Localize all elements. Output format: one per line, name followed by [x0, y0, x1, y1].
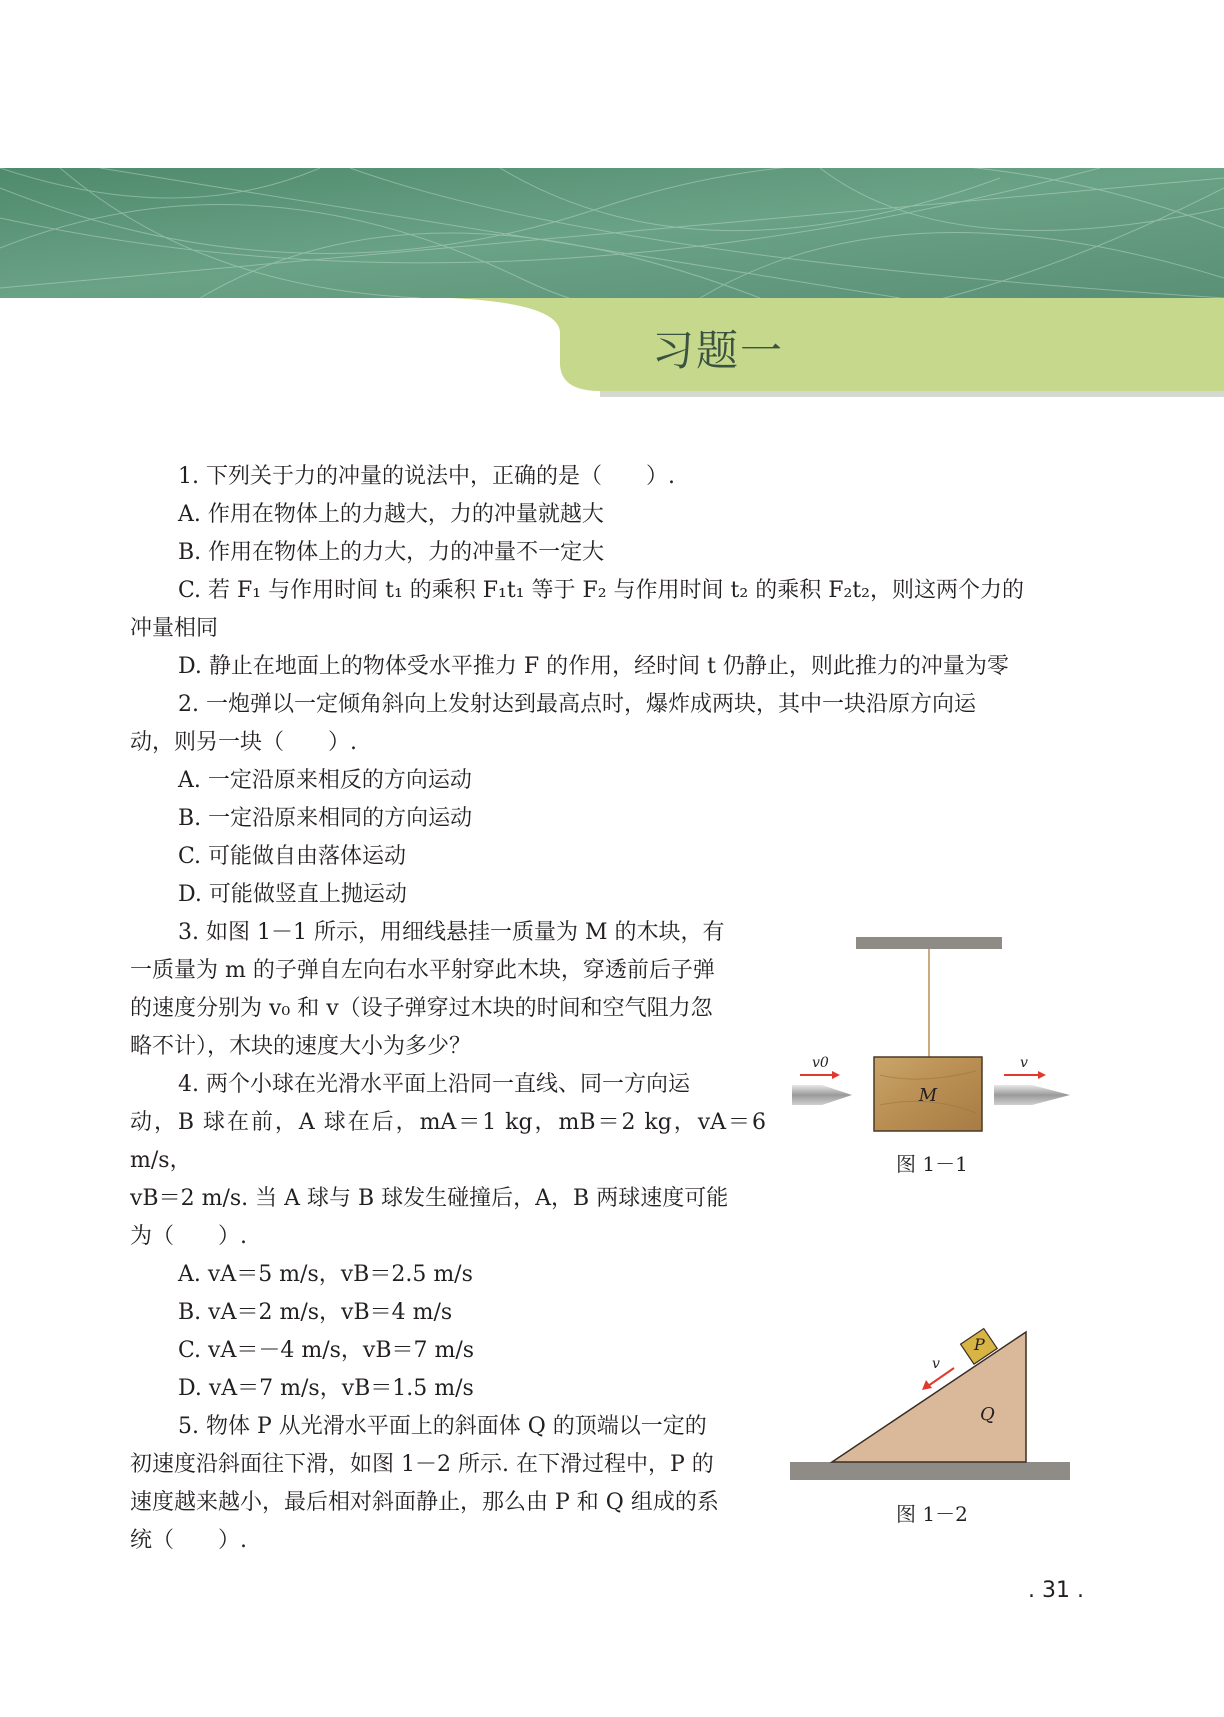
label-Q: Q: [980, 1404, 995, 1425]
q5-line4: 统（ ）.: [130, 1528, 247, 1553]
q1-option-d: D. 静止在地面上的物体受水平推力 F 的作用，经时间 t 仍静止，则此推力的冲量为零: [178, 654, 1009, 679]
figure-1-2-caption: 图 1－2: [896, 1502, 968, 1526]
q3-line2: 一质量为 m 的子弹自左向右水平射穿此木块，穿透前后子弹: [130, 958, 715, 983]
q2-stem-line1: 2. 一炮弹以一定倾角斜向上发射达到最高点时，爆炸成两块，其中一块沿原方向运: [178, 692, 976, 717]
q1-option-a: A. 作用在物体上的力越大，力的冲量就越大: [178, 502, 604, 527]
page-title: 习题一: [652, 326, 785, 375]
label-M: M: [918, 1085, 938, 1106]
q1-stem: 1. 下列关于力的冲量的说法中，正确的是（ ）.: [178, 464, 675, 489]
q4-line2: 动，B 球在前，A 球在后，mA＝1 kg，mB＝2 kg，vA＝6 m/s，: [130, 1110, 766, 1173]
q4-line3: vB＝2 m/s. 当 A 球与 B 球发生碰撞后，A，B 两球速度可能: [130, 1186, 729, 1211]
q1-option-c-line2: 冲量相同: [130, 616, 219, 641]
ground: [790, 1462, 1070, 1480]
q5-line3: 速度越来越小，最后相对斜面静止，那么由 P 和 Q 组成的系: [130, 1490, 719, 1515]
q3-line1: 3. 如图 1－1 所示，用细线悬挂一质量为 M 的木块，有: [178, 920, 725, 945]
q2-option-d: D. 可能做竖直上抛运动: [178, 882, 407, 907]
label-v: v: [932, 1356, 940, 1372]
arrow-v-icon: [1004, 1071, 1046, 1079]
q2-option-a: A. 一定沿原来相反的方向运动: [178, 768, 472, 793]
label-P: P: [974, 1335, 985, 1354]
figure-1-1-caption: 图 1－1: [896, 1152, 968, 1176]
q4-option-c: C. vA＝－4 m/s，vB＝7 m/s: [178, 1338, 475, 1363]
q4-option-b: B. vA＝2 m/s，vB＝4 m/s: [178, 1300, 453, 1325]
bullet-right: [994, 1085, 1070, 1105]
q2-option-c: C. 可能做自由落体运动: [178, 844, 407, 869]
page-number: . 31 .: [1028, 1578, 1084, 1603]
q4-option-d: D. vA＝7 m/s，vB＝1.5 m/s: [178, 1376, 474, 1401]
q3-line3: 的速度分别为 v₀ 和 v（设子弹穿过木块的时间和空气阻力忽: [130, 996, 713, 1021]
figure-1-2: [790, 1320, 1070, 1480]
header-banner: [0, 168, 1224, 423]
bullet-left: [792, 1085, 852, 1105]
q5-line1: 5. 物体 P 从光滑水平面上的斜面体 Q 的顶端以一定的: [178, 1414, 707, 1439]
label-v0: v0: [812, 1055, 829, 1071]
label-v: v: [1020, 1055, 1028, 1071]
q1-option-c-line1: C. 若 F₁ 与作用时间 t₁ 的乘积 F₁t₁ 等于 F₂ 与作用时间 t₂ 的乘积 F₂t₂，则这两个力的: [178, 578, 1024, 603]
incline-q: [832, 1332, 1026, 1462]
figure-1-1: [780, 935, 1080, 1140]
q4-line4: 为（ ）.: [130, 1224, 247, 1249]
q5-line2: 初速度沿斜面往下滑，如图 1－2 所示. 在下滑过程中，P 的: [130, 1452, 714, 1477]
q4-line1: 4. 两个小球在光滑水平面上沿同一直线、同一方向运: [178, 1072, 690, 1097]
q2-option-b: B. 一定沿原来相同的方向运动: [178, 806, 473, 831]
arrow-v0-icon: [800, 1071, 840, 1079]
q2-stem-line2: 动，则另一块（ ）.: [130, 730, 357, 755]
q3-line4: 略不计），木块的速度大小为多少？: [130, 1034, 472, 1059]
q1-option-b: B. 作用在物体上的力大，力的冲量不一定大: [178, 540, 605, 565]
ceiling-bar: [856, 937, 1002, 949]
q4-option-a: A. vA＝5 m/s，vB＝2.5 m/s: [178, 1262, 473, 1287]
